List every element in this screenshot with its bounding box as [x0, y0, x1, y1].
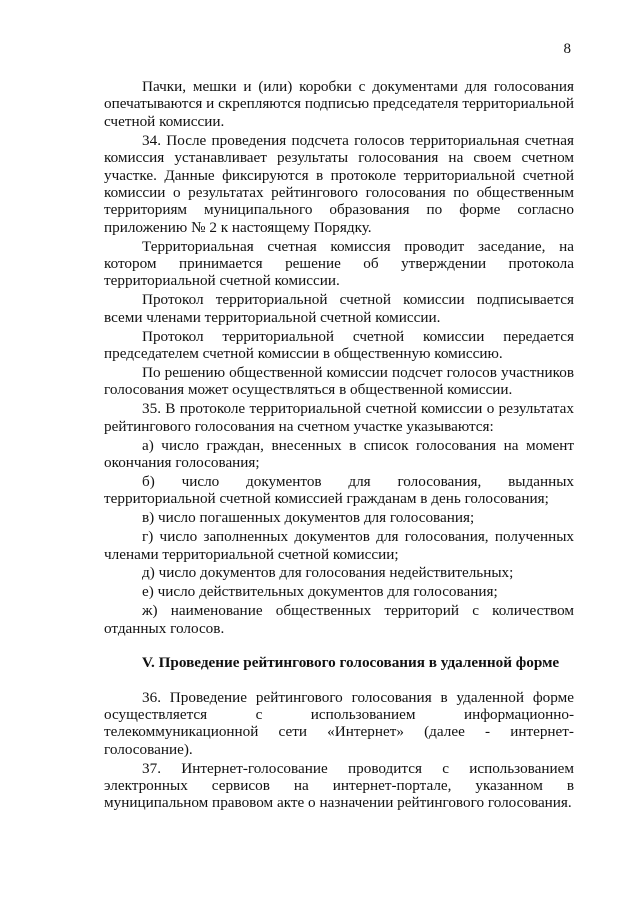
paragraph-protocol-transfer: Протокол территориальной счетной комиссии передается председателем счетной комиссии в общественную комиссию.: [104, 327, 574, 363]
paragraph-36: 36. Проведение рейтингового голосования в удаленной форме осуществляется с использованием информационно-телекоммуникационной сети «Интернет» (далее - интернет-голосование).: [104, 688, 574, 758]
list-item-v: в) число погашенных документов для голосования;: [142, 509, 475, 527]
document-body: [104, 78, 574, 812]
list-item-a: а) число граждан, внесенных в список голосования на момент окончания голосования;: [104, 436, 574, 472]
paragraph-public-commission-count: По решению общественной комиссии подсчет голосов участников голосования может осуществляться в общественной комиссии.: [104, 364, 574, 399]
section-heading: V. Проведение рейтингового голосования в удаленной форме: [142, 654, 560, 672]
list-item-b: б) число документов для голосования, выданных территориальной счетной комиссией гражданам в день голосования;: [104, 472, 574, 508]
paragraph-protocol-signing: Протокол территориальной счетной комиссии подписывается всеми членами территориальной счетной комиссии.: [104, 291, 574, 326]
paragraph-34: 34. После проведения подсчета голосов территориальная счетная комиссия устанавливает результаты голосования на своем счетном участке. Данные фиксируются в протоколе территориальной счетной комиссии о результатах рейтингового голосования по общественным территориям муниципального образования по форме согласно приложению № 2 к настоящему Порядку.: [104, 131, 574, 236]
list-item-zh: ж) наименование общественных территорий с количеством отданных голосов.: [104, 602, 574, 637]
list-item-d: д) число документов для голосования недействительных;: [142, 564, 514, 582]
list-item-e: е) число действительных документов для голосования;: [142, 583, 498, 601]
page-number: 8: [563, 41, 571, 57]
paragraph-35: 35. В протоколе территориальной счетной комиссии о результатах рейтингового голосования на счетном участке указываются:: [104, 400, 574, 435]
list-item-g: г) число заполненных документов для голосования, полученных членами территориальной счетной комиссии;: [104, 528, 574, 563]
paragraph-packaging: Пачки, мешки и (или) коробки с документами для голосования опечатываются и скрепляются подписью председателя территориальной счетной комиссии.: [104, 78, 574, 130]
paragraph-commission-meeting: Территориальная счетная комиссия проводит заседание, на котором принимается решение об утверждении протокола территориальной счетной комиссии.: [104, 237, 574, 290]
paragraph-37: 37. Интернет-голосование проводится с использованием электронных сервисов на интернет-портале, указанном в муниципальном правовом акте о назначении рейтингового голосования.: [104, 759, 574, 812]
